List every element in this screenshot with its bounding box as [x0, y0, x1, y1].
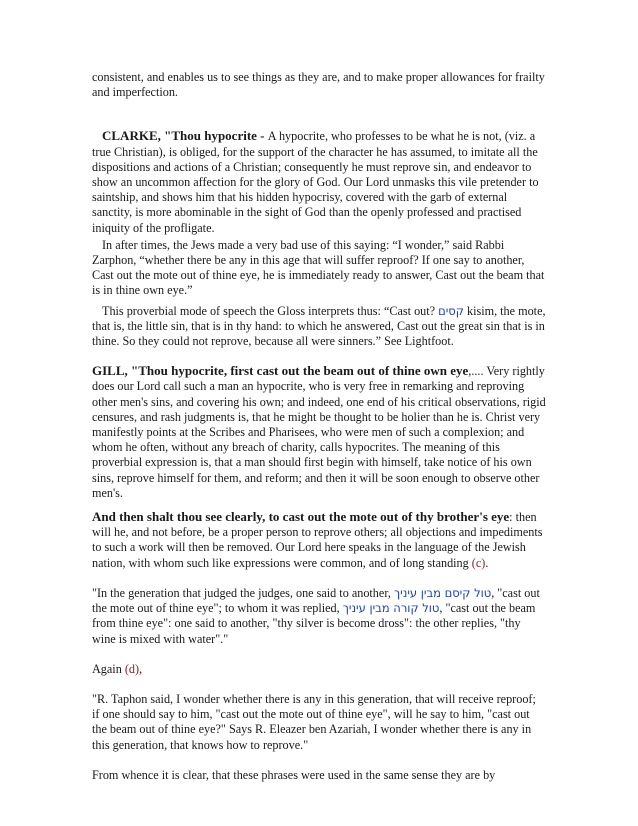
gloss-text-after: kisim, the mote, that is, the little sin, that is in thy hand: to which he answered, Cast out the great sin that is in thine. So they could not reprove, because all were sinners.” See Lightfoot.: [92, 303, 546, 349]
gill-heading: GILL, "Thou hypocrite, first cast out the beam out of thine own eye: [92, 363, 469, 379]
gill-paragraph: [92, 363, 546, 501]
gloss-text-before: This proverbial mode of speech the Gloss interprets thus: “Cast out?: [102, 303, 439, 318]
then-paragraph: [92, 509, 546, 571]
again-end: ,: [139, 661, 143, 676]
clarke-body: A hypocrite, who professes to be what he is not, (viz. a true Christian), is obliged, for the support of the character he has assumed, to imitate all the dispositions and actions of a Christian; consequently he must reprove sin, and endeavor to show an uncommon affection for the glory of God. Our Lord unmasks this vile pretender to saintship, and shows him that his hidden hypocrisy, covered with the garb of external sanctity, is more abominable in the sight of God than the openly professed and practised iniquity of the profligate.: [92, 129, 539, 235]
footnote-ref-d[interactable]: (d): [124, 661, 140, 676]
clarke-paragraph-2: In after times, the Jews made a very bad use of this saying: “I wonder,” said Rabbi Zarphon, “whether there be any in this age that will suffer reproof? If one say to another, Cast out the mote out of thine eye, he is immediately ready to answer, Cast out the beam that is in thine own eye.”: [92, 237, 545, 298]
taphon-paragraph: "R. Taphon said, I wonder whether there is any in this generation, that will receive reproof; if one should say to him, "cast out the mote out of thine eye", will he say to him, "cast out the beam out of thine eye?" Says R. Eleazer ben Azariah, I wonder whether there is any in this generation, that knows how to reprove.": [92, 691, 536, 752]
quote-paragraph: [92, 586, 546, 647]
hebrew-phrase-beam: טול קורה מבין עיניך: [342, 601, 440, 616]
quote-text-a: "In the generation that judged the judges, one said to another,: [92, 585, 394, 600]
again-paragraph: [92, 662, 546, 677]
then-heading: And then shalt thou see clearly, to cast out the mote out of thy brother's eye: [92, 509, 510, 525]
clarke-paragraph: [92, 128, 546, 235]
document-page: [92, 70, 546, 783]
quote-text-b: , "cast out the mote out of thine eye"; to whom it was replied,: [92, 585, 540, 616]
gloss-paragraph: [92, 304, 546, 350]
whence-paragraph: From whence it is clear, that these phrases were used in the same sense they are by: [92, 767, 496, 782]
gloss-hebrew-word: קסים: [438, 303, 464, 318]
intro-paragraph: consistent, and enables us to see things as they are, and to make proper allowances for frailty and imperfection.: [92, 70, 545, 100]
then-end: .: [485, 555, 489, 570]
hebrew-phrase-mote: טול קיסם מבין עיניך: [393, 585, 492, 600]
clarke-heading: CLARKE, "Thou hypocrite -: [102, 128, 268, 144]
footnote-ref-c[interactable]: (c): [471, 555, 486, 570]
gill-body: ,.... Very rightly does our Lord call such a man an hypocrite, who is very free in remarking and reproving other men's sins, and covering his own; and indeed, one end of his critical observations, rigid censures, and rash judgments is, that he might be thought to be holier than he is. Christ very manifestly points at the Scribes and Pharisees, who were men of such a complexion; and whom he often, without any breach of charity, calls hypocrites. The meaning of this proverbial expression is, that a man should first begin with himself, take notice of his own sins, reprove himself for them, and reform; and then it will be soon enough to observe other men's.: [92, 364, 546, 500]
again-text: Again: [92, 661, 125, 676]
then-body: : then will he, and not before, be a proper person to reprove others; all objections and impediments to such a work will then be removed. Our Lord here speaks in the language of the Jewish nation, with whom such like expressions were common, and of long standing: [92, 510, 543, 570]
quote-text-c: , "cast out the beam from thine eye": one said to another, "thy silver is become dross": the other replies, "thy wine is mixed with water".": [92, 601, 536, 646]
